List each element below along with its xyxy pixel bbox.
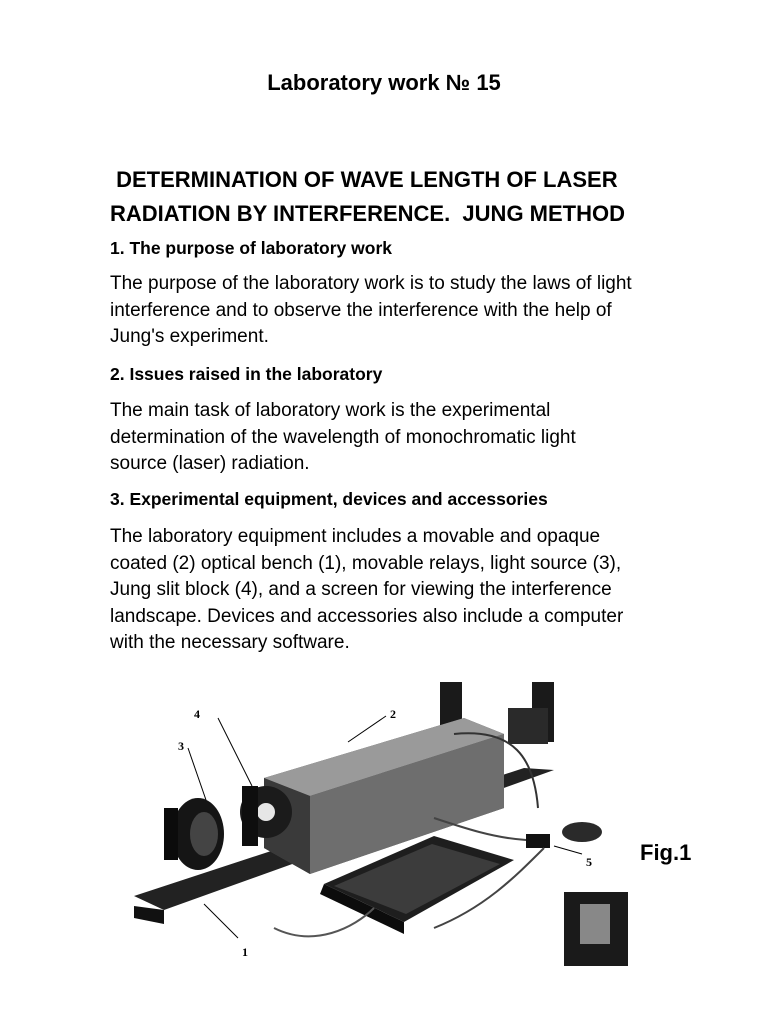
lab-equipment-figure — [134, 678, 628, 966]
paragraph-line: The purpose of the laboratory work is to study the laws of light — [110, 273, 632, 294]
paragraph-line: The main task of laboratory work is the experimental — [110, 400, 551, 421]
paragraph-line: landscape. Devices and accessories also include a computer — [110, 605, 624, 627]
paragraph-line: determination of the wavelength of monochromatic light — [110, 426, 576, 448]
paragraph-line: Jung's experiment. — [110, 326, 269, 347]
detector-box — [508, 708, 548, 744]
paragraph-line: interference and to observe the interference with the help of — [110, 299, 612, 321]
computer-mouse — [562, 822, 602, 842]
callout-1: 1 — [242, 945, 248, 959]
paragraph-line: with the necessary software. — [110, 632, 350, 653]
heading-line-1: DETERMINATION OF WAVE LENGTH OF LASER — [110, 167, 618, 192]
paragraph-line: Jung slit block (4), and a screen for viewing the interference — [110, 579, 612, 600]
heading-line-2: RADIATION BY INTERFERENCE. JUNG METHOD — [110, 201, 625, 226]
callout-4: 4 — [194, 707, 200, 721]
section-3-heading: 3. Experimental equipment, devices and accessories — [110, 489, 548, 509]
callout-2: 2 — [390, 707, 396, 721]
callout-5: 5 — [586, 855, 592, 869]
equipment-illustration — [134, 678, 628, 966]
section-1-paragraph — [110, 271, 710, 351]
figure-label: Fig.1 — [640, 840, 692, 865]
relay-block — [526, 834, 550, 848]
section-2-paragraph — [110, 398, 710, 478]
callout-3: 3 — [178, 739, 184, 753]
paragraph-line: source (laser) radiation. — [110, 453, 310, 474]
paragraph-line: The laboratory equipment includes a movable and opaque — [110, 526, 601, 547]
paragraph-line: coated (2) optical bench (1), movable relays, light source (3), — [110, 552, 622, 574]
section-3-paragraph — [110, 524, 710, 657]
section-2-heading: 2. Issues raised in the laboratory — [110, 364, 383, 384]
section-1-heading: 1. The purpose of laboratory work — [110, 238, 392, 258]
document-heading — [110, 163, 710, 231]
page-title: Laboratory work № 15 — [267, 70, 501, 95]
